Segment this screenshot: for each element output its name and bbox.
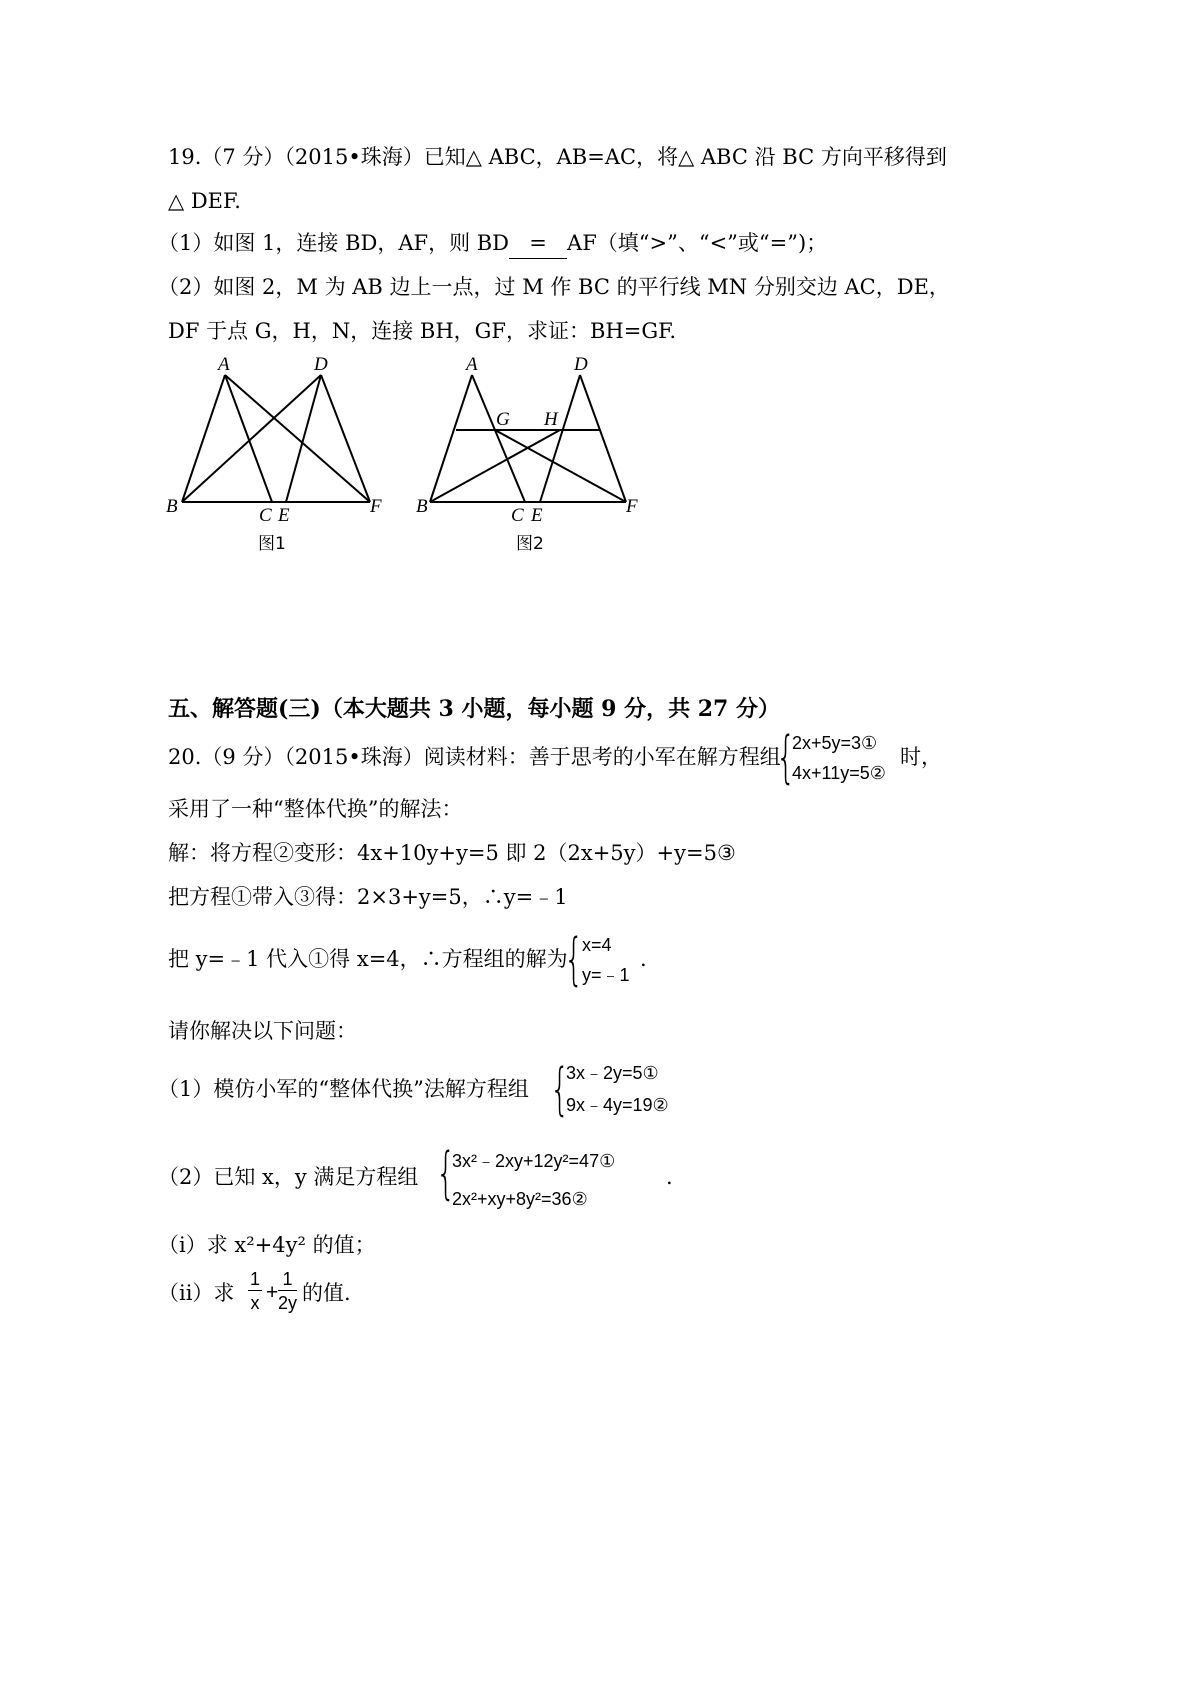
fig1-caption: 图1 <box>258 534 286 554</box>
q20-sub2-prefix: （2）已知 x，y 满足方程组 <box>158 1165 419 1189</box>
q20-sub2ii-prefix: （ii）求 <box>158 1281 235 1305</box>
q20-sub2ii-suffix: 的值. <box>302 1281 351 1305</box>
fig2-label-a: A <box>466 354 478 375</box>
fig2-label-g: G <box>496 409 510 430</box>
q19-part1 <box>158 228 827 259</box>
fig2-side-df <box>580 375 626 502</box>
q20-line5-prefix: 把 y=﹣1 代入①得 x=4，∴方程组的解为 <box>168 947 568 971</box>
q19-part1-suffix: AF（填“>”、“<”或“=”)； <box>567 231 828 255</box>
q20-sub1-eq1: 3x﹣2y=5① <box>566 1063 659 1083</box>
q20-sub1-brace: { <box>550 1057 570 1122</box>
fig2-label-f: F <box>626 496 638 517</box>
fig1-side-ac <box>225 375 272 502</box>
q20-sub2-brace: { <box>436 1141 456 1206</box>
q20-stem-prefix: 20.（9 分）（2015•珠海）阅读材料：善于思考的小军在解方程组 <box>168 745 781 769</box>
q20-sub1-prefix: （1）模仿小军的“整体代换”法解方程组 <box>158 1077 529 1101</box>
q20-stem-suffix: 时， <box>900 745 942 769</box>
q20-line5-eq2: y=﹣1 <box>582 965 630 985</box>
q20-sub2-eq1: 3x²﹣2xy+12y²=47① <box>452 1151 616 1171</box>
fig2-caption: 图2 <box>516 534 544 554</box>
q20-line5-brace: { <box>564 927 584 992</box>
q20-line5-suffix: . <box>640 947 647 971</box>
fig1-label-a: A <box>218 354 230 375</box>
fig1-label-e: E <box>278 505 290 526</box>
fig1-label-f: F <box>370 496 382 517</box>
q20-line2: 采用了一种“整体代换”的解法： <box>168 797 463 821</box>
fraction-2-denominator: 2y <box>278 1293 298 1313</box>
q20-sub1-eq2: 9x﹣4y=19② <box>566 1095 669 1115</box>
q19-part2-line1: （2）如图 2，M 为 AB 边上一点，过 M 作 BC 的平行线 MN 分别交边 AC，DE， <box>158 275 950 299</box>
q19-stem-line2: △ DEF. <box>168 189 241 213</box>
fraction-2-numerator: 1 <box>278 1268 297 1291</box>
q20-stem-brace: { <box>776 725 796 790</box>
fig1-segment-af <box>225 375 370 502</box>
q20-sub2-suffix: . <box>666 1165 673 1189</box>
fraction-1-numerator: 1 <box>250 1269 261 1289</box>
fig2-label-d: D <box>574 354 588 375</box>
q20-sub2ii-fraction-2 <box>278 1268 297 1315</box>
q20-sub2i: （i）求 x²+4y² 的值； <box>158 1233 376 1257</box>
fig1-side-df <box>321 375 370 502</box>
fig2-label-c: C <box>511 505 524 526</box>
fig2-label-h: H <box>544 409 558 430</box>
q20-line4: 把方程①带入③得：2×3+y=5，∴y=﹣1 <box>168 885 568 909</box>
q19-figures <box>160 350 680 560</box>
fig1-label-d: D <box>314 354 328 375</box>
q20-sub2ii-plus: + <box>266 1281 279 1304</box>
section5-heading: 五、解答题(三)（本大题共 3 小题，每小题 9 分，共 27 分） <box>168 696 781 722</box>
fig1-label-b: B <box>166 496 178 517</box>
fraction-1-denominator: x <box>250 1293 260 1313</box>
q20-line6: 请你解决以下问题： <box>168 1019 357 1043</box>
figure-1 <box>182 375 370 502</box>
fig2-segment-gf <box>495 430 626 502</box>
fig1-label-c: C <box>259 505 272 526</box>
q20-line3: 解：将方程②变形：4x+10y+y=5 即 2（2x+5y）+y=5③ <box>168 841 736 865</box>
q20-stem-eq2: 4x+11y=5② <box>792 763 886 783</box>
q20-sub2ii-fraction-1 <box>248 1268 262 1315</box>
fig2-side-ac <box>472 375 525 502</box>
q20-sub2-eq2: 2x²+xy+8y²=36② <box>452 1189 588 1209</box>
fig1-side-de <box>286 375 321 502</box>
q19-part1-prefix: （1）如图 1，连接 BD，AF，则 BD <box>158 231 510 255</box>
q19-part2-line2: DF 于点 G，H，N，连接 BH，GF，求证：BH=GF. <box>168 319 677 343</box>
q19-part1-answer: = <box>509 228 567 259</box>
q20-stem-eq1: 2x+5y=3① <box>792 733 878 753</box>
fig2-label-e: E <box>531 505 543 526</box>
q19-stem-line1: 19.（7 分）（2015•珠海）已知△ ABC，AB=AC，将△ ABC 沿 BC 方向平移得到 <box>168 145 947 169</box>
fig2-label-b: B <box>416 496 428 517</box>
figure-2 <box>430 375 626 502</box>
q20-line5-eq1: x=4 <box>582 935 612 955</box>
